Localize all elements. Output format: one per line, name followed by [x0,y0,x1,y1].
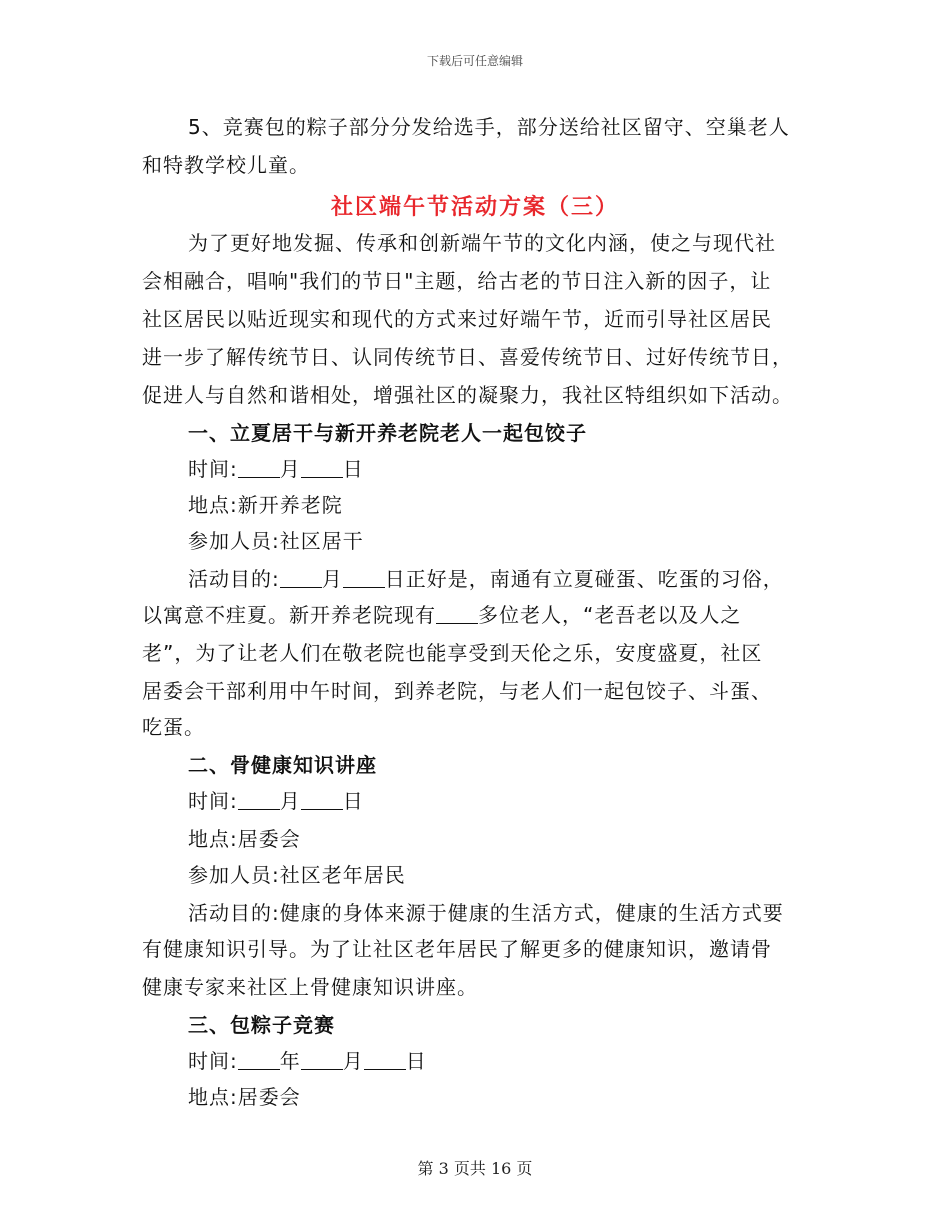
preface-line-4: 进一步了解传统节日、认同传统节日、喜爱传统节日、过好传统节日， [142,345,793,369]
s2-time-label: 时间: [188,789,238,813]
preface-line-3: 社区居民以贴近现实和现代的方式来过好端午节，近而引导社区居民 [142,307,772,331]
s2-purpose-line-2: 有健康知识引导。为了让社区老年居民了解更多的健康知识，邀请骨 [142,937,772,961]
s1-time-day: 日 [342,457,364,481]
preface-line-1: 为了更好地发掘、传承和创新端午节的文化内涵，使之与现代社 [188,231,776,255]
s2-place: 地点:居委会 [188,827,301,851]
intro-line-1: 5、竞赛包的粽子部分分发给选手，部分送给社区留守、空巢老人 [188,115,790,139]
s1-purpose-line-4: 居委会干部利用中午时间，到养老院，与老人们一起包饺子、斗蛋、 [142,679,772,703]
intro-line-2: 和特教学校儿童。 [142,153,310,177]
page-header: 下载后可任意编辑 [426,54,523,68]
s2-time-day: 日 [342,789,364,813]
blank-line [238,791,280,810]
s1-time-label: 时间: [188,457,238,481]
section-title: 社区端午节活动方案（三） [330,195,619,220]
s1-purpose-label: 活动目的: [188,567,280,591]
blank-line [364,1051,406,1070]
s2-people: 参加人员:社区老年居民 [188,863,406,887]
blank-line [301,791,343,810]
blank-line [343,569,385,588]
blank-line [301,1051,343,1070]
s3-time-year: 年 [279,1049,301,1073]
preface-line-2: 会相融合，唱响"我们的节日"主题，给古老的节日注入新的因子，让 [142,269,772,293]
s1-people: 参加人员:社区居干 [188,529,364,553]
s1-purpose-line-5: 吃蛋。 [142,715,205,739]
s3-time-month: 月 [342,1049,364,1073]
s2-purpose-line-3: 健康专家来社区上骨健康知识讲座。 [142,975,478,999]
s3-time [188,1048,427,1074]
s2-purpose-line-1: 活动目的:健康的身体来源于健康的生活方式，健康的生活方式要 [188,901,784,925]
s2-time-month: 月 [279,789,301,813]
s3-heading: 三、包粽子竞赛 [188,1013,335,1037]
s1-place: 地点:新开养老院 [188,493,343,517]
blank-line [436,605,478,624]
s3-time-day: 日 [405,1049,427,1073]
blank-line [280,569,322,588]
s2-heading: 二、骨健康知识讲座 [188,753,377,777]
s1-purpose-rest: 日正好是，南通有立夏碰蛋、吃蛋的习俗， [384,567,784,591]
blank-line [238,459,280,478]
preface-line-5: 促进人与自然和谐相处，增强社区的凝聚力，我社区特组织如下活动。 [142,383,793,407]
s1-heading: 一、立夏居干与新开养老院老人一起包饺子 [188,421,587,445]
s1-time-month: 月 [279,457,301,481]
s2-time [188,788,364,814]
blank-line [301,459,343,478]
s1-purpose-line-3: 老”，为了让老人们在敬老院也能享受到天伦之乐，安度盛夏，社区 [142,641,763,665]
s1-purpose-l2a: 以寓意不疰夏。新开养老院现有 [142,603,436,627]
s3-place: 地点:居委会 [188,1085,301,1109]
page-footer: 第 3 页共 16 页 [417,1159,533,1178]
s1-time [188,456,364,482]
s1-purpose-l2b: 多位老人，“老吾老以及人之 [478,603,742,627]
s1-purpose-line-2 [142,602,741,628]
s3-time-label: 时间: [188,1049,238,1073]
s1-purpose-month: 月 [321,567,343,591]
s1-purpose-line-1 [188,566,784,592]
blank-line [238,1051,280,1070]
